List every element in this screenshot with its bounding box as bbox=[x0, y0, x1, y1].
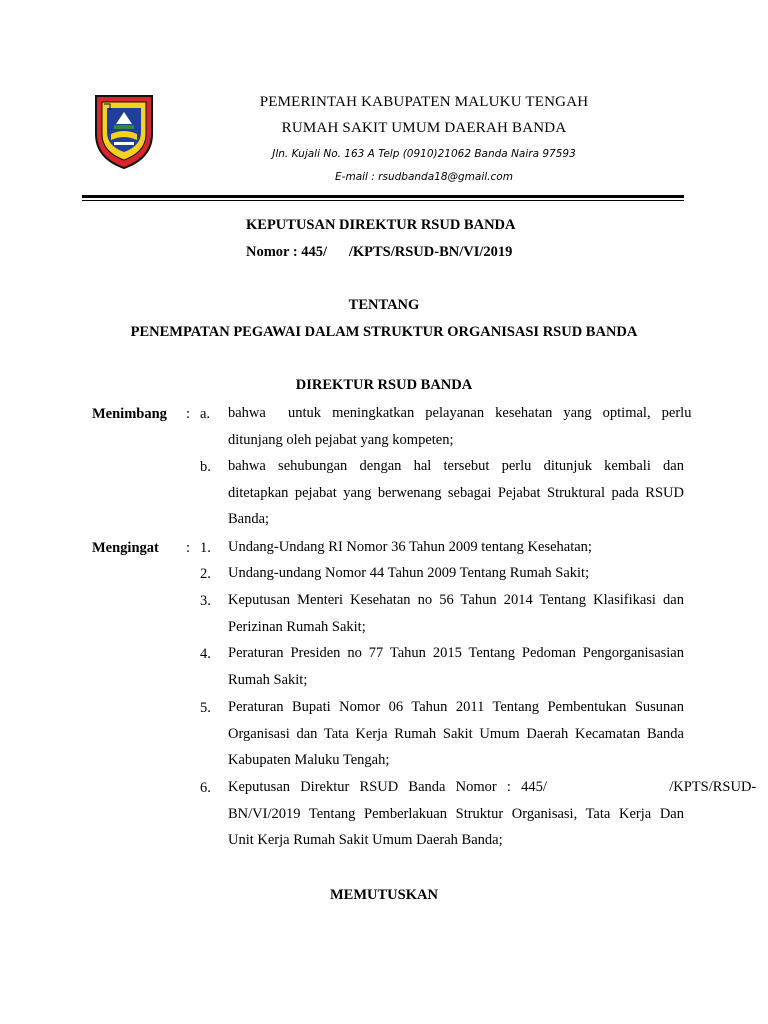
header-address: Jln. Kujali No. 163 A Telp (0910)21062 Banda Naira 97593 bbox=[272, 148, 576, 160]
item-line: Banda; bbox=[228, 511, 270, 527]
header-divider-thin bbox=[82, 200, 684, 201]
about-label: TENTANG bbox=[348, 297, 420, 313]
item-line: Undang-undang Nomor 44 Tahun 2009 Tentang Rumah Sakit; bbox=[228, 565, 590, 581]
mengingat-label: Mengingat bbox=[92, 540, 159, 556]
item-line: Rumah Sakit; bbox=[228, 671, 308, 688]
memutuskan-heading: MEMUTUSKAN bbox=[330, 887, 438, 903]
item-line: Kabupaten Maluku Tengah; bbox=[228, 752, 390, 768]
item-line: Unit Kerja Rumah Sakit Umum Daerah Banda; bbox=[228, 832, 503, 848]
item-line: bahwa untuk meningkatkan pelayanan kesehatan yang optimal, perlu bbox=[228, 405, 692, 421]
decree-title: KEPUTUSAN DIREKTUR RSUD BANDA bbox=[246, 217, 516, 233]
decree-number: Nomor : 445/ /KPTS/RSUD-BN/VI/2019 bbox=[246, 244, 513, 260]
menimbang-item-num: b. bbox=[200, 459, 211, 475]
menimbang-label: Menimbang bbox=[92, 406, 167, 422]
header-divider-thick bbox=[82, 195, 684, 198]
mengingat-item bbox=[228, 534, 684, 561]
mengingat-item-num: 2. bbox=[200, 566, 211, 582]
item-line: Organisasi dan Tata Kerja Rumah Sakit Umum Daerah Kecamatan Banda bbox=[228, 725, 684, 742]
item-line: Peraturan Bupati Nomor 06 Tahun 2011 Tentang Pembentukan Susunan bbox=[228, 699, 684, 715]
mengingat-item-num: 6. bbox=[200, 780, 211, 796]
director-heading: DIREKTUR RSUD BANDA bbox=[295, 377, 473, 393]
header-email: E-mail : rsudbanda18@gmail.com bbox=[335, 171, 513, 183]
menimbang-item bbox=[228, 400, 692, 453]
mengingat-item-num: 5. bbox=[200, 700, 211, 716]
menimbang-item bbox=[228, 453, 684, 533]
decree-subject: PENEMPATAN PEGAWAI DALAM STRUKTUR ORGANISASI RSUD BANDA bbox=[130, 324, 638, 340]
item-line: ditunjang oleh pejabat yang kompeten; bbox=[228, 431, 454, 448]
mengingat-item bbox=[228, 694, 684, 774]
header-hospital: RUMAH SAKIT UMUM DAERAH BANDA bbox=[281, 120, 567, 136]
mengingat-item-num: 3. bbox=[200, 593, 211, 609]
item-line: Keputusan Direktur RSUD Banda Nomor : 445/ /KPTS/RSUD- bbox=[228, 779, 757, 795]
item-line: Perizinan Rumah Sakit; bbox=[228, 618, 366, 635]
mengingat-colon: : bbox=[186, 540, 191, 556]
mengingat-item bbox=[228, 774, 757, 854]
mengingat-item bbox=[228, 587, 684, 640]
item-line: ditetapkan pejabat yang berwenang sebagai Pejabat Struktural pada RSUD bbox=[228, 484, 684, 501]
menimbang-colon: : bbox=[186, 406, 191, 422]
item-line: Keputusan Menteri Kesehatan no 56 Tahun 2014 Tentang Klasifikasi dan bbox=[228, 592, 684, 608]
mengingat-item bbox=[228, 640, 684, 693]
item-line: Undang-Undang RI Nomor 36 Tahun 2009 tentang Kesehatan; bbox=[228, 539, 592, 555]
header-government: PEMERINTAH KABUPATEN MALUKU TENGAH bbox=[259, 94, 589, 110]
item-line: BN/VI/2019 Tentang Pemberlakuan Struktur Organisasi, Tata Kerja Dan bbox=[228, 805, 684, 822]
item-line: bahwa sehubungan dengan hal tersebut perlu ditunjuk kembali dan bbox=[228, 458, 684, 474]
item-line: Peraturan Presiden no 77 Tahun 2015 Tentang Pedoman Pengorganisasian bbox=[228, 645, 684, 661]
mengingat-item-num: 4. bbox=[200, 646, 211, 662]
mengingat-item-num: 1. bbox=[200, 540, 211, 556]
mengingat-item bbox=[228, 560, 684, 587]
menimbang-item-num: a. bbox=[200, 406, 211, 422]
